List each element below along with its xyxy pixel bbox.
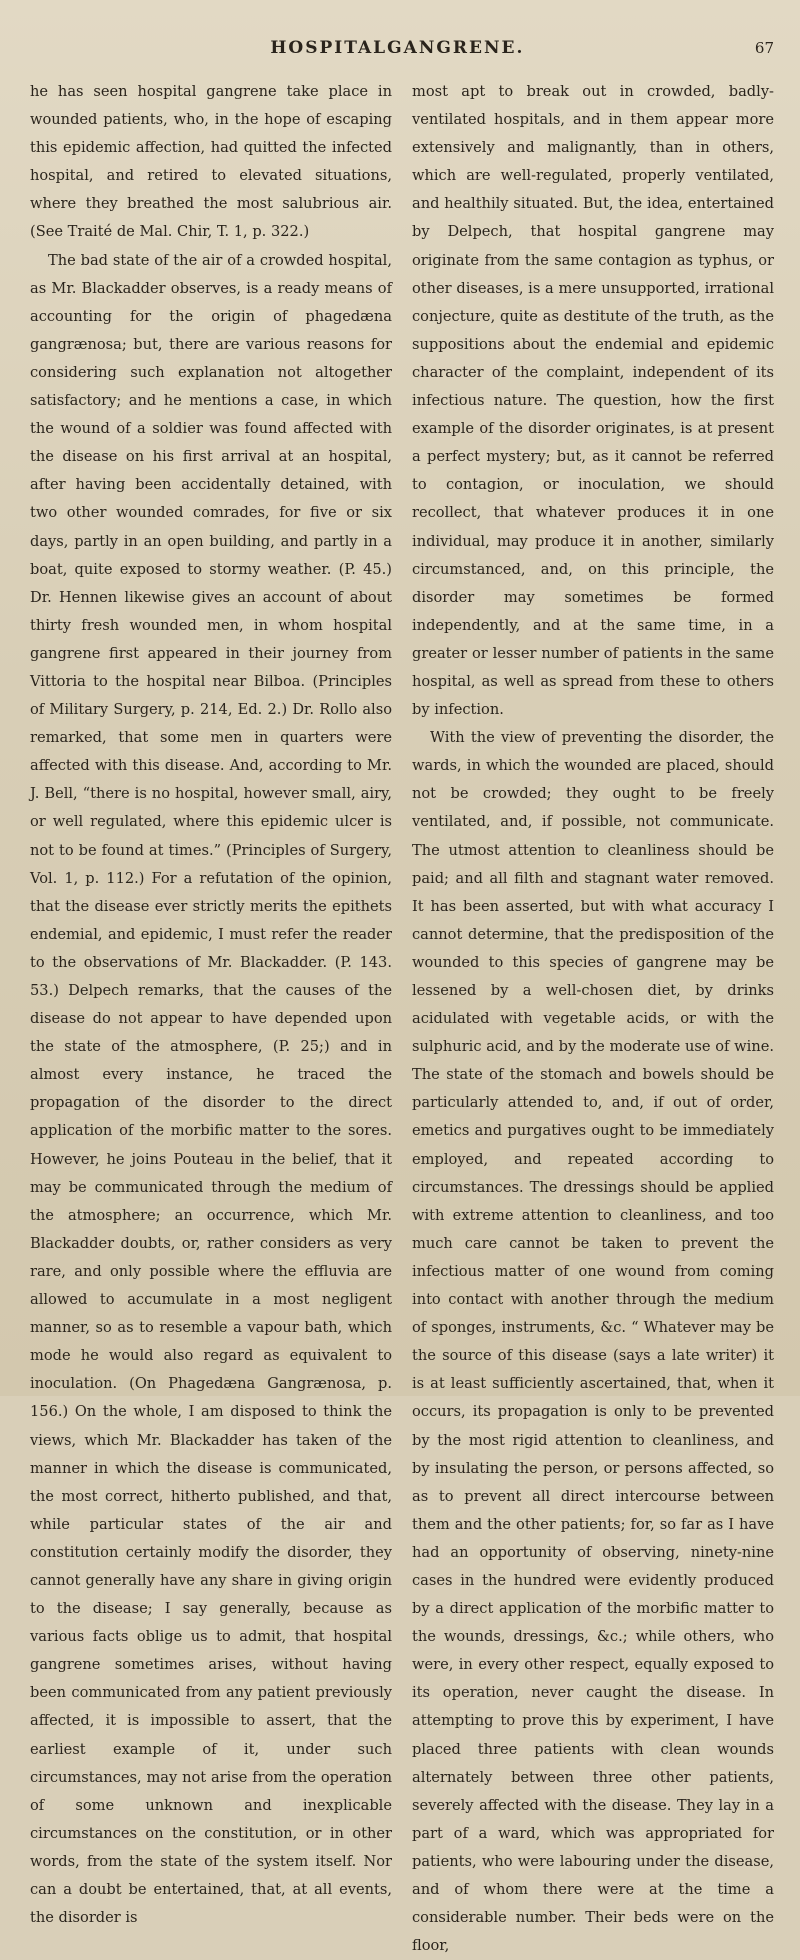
left-column [30, 78, 392, 1960]
right-column [412, 78, 774, 1960]
right-paragraph-1: most apt to break out in crowded, badly-ventilated hospitals, and in them appear more extensively and malignantly, than in others, which are well-regulated, properly ventilated, and healthily situated. But, the idea, entertained by Delpech, that hospital gangrene may originate from the same contagion as typhus, or other diseases, is a mere unsupported, irrational conjecture, quite as destitute of the truth, as the suppositions about the endemial and epidemic character of the complaint, independent of its infectious nature. The question, how the first example of the disorder originates, is at present a perfect mystery; but, as it cannot be referred to contagion, or inoculation, we should recollect, that whatever produces it in one individual, may produce it in another, similarly circumstanced, and, on this principle, the disorder may sometimes be formed independently, and at the same time, in a greater or lesser number of patients in the same hospital, as well as spread from these to others by infection. [412, 83, 774, 719]
running-header [30, 38, 774, 68]
text-columns [30, 78, 774, 1960]
running-head-right: GANGRENE. [387, 38, 525, 58]
right-paragraph-2: With the view of preventing the disorder, the wards, in which the wounded are placed, should not be crowded; they ought to be freely ventilated, and, if possible, not communicate. The utmost attention to cleanliness should be paid; and all filth and stagnant water removed. It has been asserted, but with what accuracy I cannot determine, that the predisposition of the wounded to this species of gangrene may be lessened by a well-chosen diet, by drinks acidulated with vegetable acids, or with the sulphuric acid, and by the moderate use of wine. The state of the stomach and bowels should be particularly attended to, and, if out of order, emetics and purgatives ought to be immediately employed, and repeated according to circumstances. The dressings should be applied with extreme attention to cleanliness, and too much care cannot be taken to prevent the infectious matter of one wound from coming into contact with another through the medium of sponges, instruments, &c. “ Whatever may be the source of this disease (says a late writer) it is at least sufficiently ascertained, that, when it occurs, its propagation is only to be prevented by the most rigid attention to cleanliness, and by insulating the person, or persons affected, so as to prevent all direct intercourse between them and the other patients; for, so far as I have had an opportunity of observing, ninety-nine cases in the hundred were evidently produced by a direct application of the morbific matter to the wounds, dressings, &c.; while others, who were, in every other respect, equally exposed to its operation, never caught the disease. In attempting to prove this by experiment, I have placed three patients with clean wounds alternately between three other patients, severely affected with the disease. They lay in a part of a ward, which was appropriated for patients, who were labouring under the disease, and of whom there were at the time a considerable number. Their beds were on the floor, [412, 729, 774, 1955]
running-head-left: HOSPITAL [270, 38, 388, 58]
left-paragraph-1: he has seen hospital gangrene take place in wounded patients, who, in the hope of escaping this epidemic affection, had quitted the infected hospital, and retired to elevated situations, where they breathed the most salubrious air. (See Traité de Mal. Chir, T. 1, p. 322.) [30, 83, 392, 241]
left-paragraph-2: The bad state of the air of a crowded hospital, as Mr. Blackadder observes, is a ready means of accounting for the origin of phagedæna gangrænosa; but, there are various reasons for considering such explanation not altogether satisfactory; and he mentions a case, in which the wound of a soldier was found affected with the disease on his first arrival at an hospital, after having been accidentally detained, with two other wounded comrades, for five or six days, partly in an open building, and partly in a boat, quite exposed to stormy weather. (P. 45.) Dr. Hennen likewise gives an account of about thirty fresh wounded men, in whom hospital gangrene first appeared in their journey from Vittoria to the hospital near Bilboa. (Principles of Military Surgery, p. 214, Ed. 2.) Dr. Rollo also remarked, that some men in quarters were affected with this disease. And, according to Mr. J. Bell, “there is no hospital, however small, airy, or well regulated, where this epidemic ulcer is not to be found at times.” (Principles of Surgery, Vol. 1, p. 112.) For a refutation of the opinion, that the disease ever strictly merits the epithets endemial, and epidemic, I must refer the reader to the observations of Mr. Blackadder. (P. 143. 53.) Delpech remarks, that the causes of the disease do not appear to have depended upon the state of the atmosphere, (P. 25;) and in almost every instance, he traced the propagation of the disorder to the direct application of the morbific matter to the sores. However, he joins Pouteau in the belief, that it may be communicated through the medium of the atmosphere; an occurrence, which Mr. Blackadder doubts, or, rather considers as very rare, and only possible where the effluvia are allowed to accumulate in a most negligent manner, so as to resemble a vapour bath, which mode he would also regard as equivalent to inoculation. (On Phagedæna Gangrænosa, p. 156.) On the whole, I am disposed to think the views, which Mr. Blackadder has taken of the manner in which the disease is communicated, the most correct, hitherto published, and that, while particular states of the air and constitution certainly modify the disorder, they cannot generally have any share in giving origin to the disease; I say generally, because as various facts oblige us to admit, that hospital gangrene sometimes arises, without having been communicated from any patient previously affected, it is impossible to assert, that the earliest example of it, under such circumstances, may not arise from the operation of some unknown and inexplicable circumstances on the constitution, or in other words, from the state of the system itself. Nor can a doubt be entertained, that, at all events, the disorder is [30, 251, 392, 1927]
page-number: 67 [754, 39, 775, 57]
